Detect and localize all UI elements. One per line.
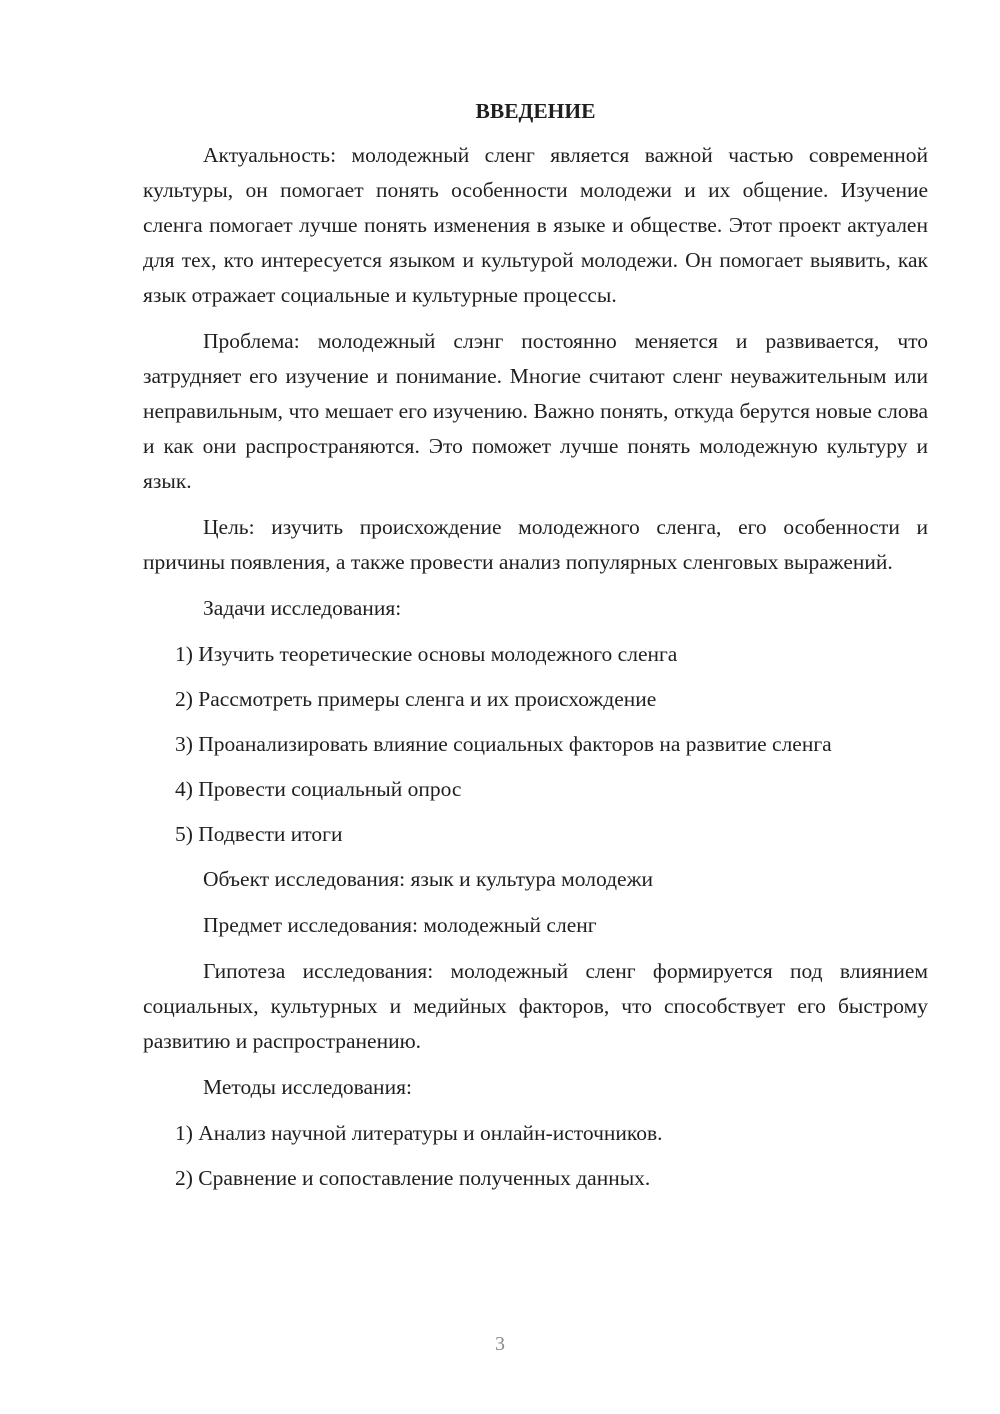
page-number: 3 <box>495 1333 505 1355</box>
goal-paragraph: Цель: изучить происхождение молодежного сленга, его особенности и причины появления, а также провести анализ популярных сленговых выражений. <box>143 515 928 574</box>
task-item: 4) Провести социальный опрос <box>175 777 462 801</box>
methods-heading: Методы исследования: <box>203 1075 412 1099</box>
section-title: ВВЕДЕНИЕ <box>475 99 596 123</box>
hypothesis-paragraph: Гипотеза исследования: молодежный сленг формируется под влиянием социальных, культурных и медийных факторов, что способствует его быстрому развитию и распространению. <box>143 959 928 1053</box>
methods-list <box>143 1116 928 1196</box>
task-item: 3) Проанализировать влияние социальных факторов на развитие сленга <box>175 732 832 756</box>
problem-paragraph: Проблема: молодежный слэнг постоянно меняется и развивается, что затрудняет его изучение и понимание. Многие считают сленг неуважительным или неправильным, что мешает его изучению. Важно понять, откуда берутся новые слова и как они распространяются. Это поможет лучше понять молодежную культуру и язык. <box>143 329 928 493</box>
method-item: 1) Анализ научной литературы и онлайн-источников. <box>175 1121 663 1145</box>
relevance-paragraph: Актуальность: молодежный сленг является важной частью современной культуры, он помогает понять особенности молодежи и их общение. Изучение сленга помогает лучше понять изменения в языке и обществе. Этот проект актуален для тех, кто интересуется языком и культурой молодежи. Он помогает выявить, как язык отражает социальные и культурные процессы. <box>143 143 928 307</box>
page-content <box>143 96 928 1206</box>
task-item: 5) Подвести итоги <box>175 822 343 846</box>
tasks-list <box>143 637 928 852</box>
tasks-heading: Задачи исследования: <box>203 596 402 620</box>
task-item: 2) Рассмотреть примеры сленга и их происхождение <box>175 687 657 711</box>
subject-paragraph: Предмет исследования: молодежный сленг <box>203 913 597 937</box>
object-paragraph: Объект исследования: язык и культура молодежи <box>203 867 653 891</box>
method-item: 2) Сравнение и сопоставление полученных данных. <box>175 1166 651 1190</box>
task-item: 1) Изучить теоретические основы молодежного сленга <box>175 642 678 666</box>
